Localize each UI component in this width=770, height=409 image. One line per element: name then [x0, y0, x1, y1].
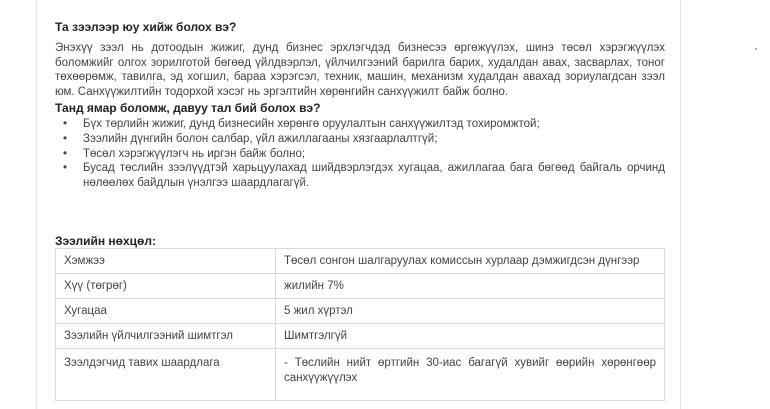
section-title-usage: Та зээлээр юу хийж болох вэ? — [55, 20, 237, 34]
terms-table — [55, 248, 665, 401]
table-row — [56, 274, 665, 299]
table-row — [56, 249, 665, 274]
term-value: 5 жил хүртэл — [276, 299, 665, 324]
term-label: Зээлдэгчид тавих шаардлага — [56, 349, 276, 401]
term-label: Хүү (төгрөг) — [56, 274, 276, 299]
table-row — [56, 349, 665, 401]
section-title-benefits: Танд ямар боломж, давуу тал бий болох вэ? — [55, 101, 321, 116]
benefits-list — [55, 117, 665, 190]
term-value: жилийн 7% — [276, 274, 665, 299]
benefit-item: • Бусад төслийн зээлүүдтэй харьцуулахад шийдвэрлэгдэх хугацаа, ажиллагаа бага бөгөөд байгаль орчинд нөлөөлөх байдлын үнэлгээ шаардлагагүй. — [83, 161, 665, 190]
term-label: Зээлийн үйлчилгээний шимтгэл — [56, 324, 276, 349]
section-title-terms: Зээлийн нөхцөл: — [55, 234, 157, 248]
usage-description: Энэхүү зээл нь дотоодын жижиг, дунд бизнес эрхлэгчдэд бизнесээ өргөжүүлэх, шинэ төсөл хэрэгжүүлэх боломжийг олгох зорилготой бөгөөд үйлдвэрлэл, үйлчилгээний барилга барих, худалдан авах, засварлах, тоног төхөөрөмж, тавилга, эд хогшил, бараа хэрэгсэл, техник, машин, механизм худалдан авахад зориулагдсан зээл юм. Санхүүжилтийн тодорхой хэсэг нь эргэлтийн хөрөнгийн санхүүжилт байж болно. — [55, 42, 665, 98]
decorative-dot — [755, 48, 757, 50]
benefit-item: • Төсөл хэрэгжүүлэгч нь иргэн байж болно; — [83, 147, 665, 162]
term-label: Хэмжээ — [56, 249, 276, 274]
loan-info — [55, 20, 665, 384]
term-value: Төсөл сонгон шалгаруулах комиссын хурлаар дэмжигдсэн дүнгээр — [276, 249, 665, 274]
term-label: Хугацаа — [56, 299, 276, 324]
table-row — [56, 324, 665, 349]
term-value: - Төслийн нийт өртгийн 30-иас багагүй хувийг өөрийн хөрөнгөөр санхүүжүүлэх — [276, 349, 665, 401]
benefit-item: • Зээлийн дүнгийн болон салбар, үйл ажиллагааны хязгаарлалтгүй; — [83, 132, 665, 147]
table-row — [56, 299, 665, 324]
benefit-item: • Бүх төрлийн жижиг, дунд бизнесийн хөрөнгө оруулалтын санхүүжилтэд тохиромжтой; — [83, 117, 665, 132]
content-panel — [36, 0, 681, 409]
term-value: Шимтгэлгүй — [276, 324, 665, 349]
